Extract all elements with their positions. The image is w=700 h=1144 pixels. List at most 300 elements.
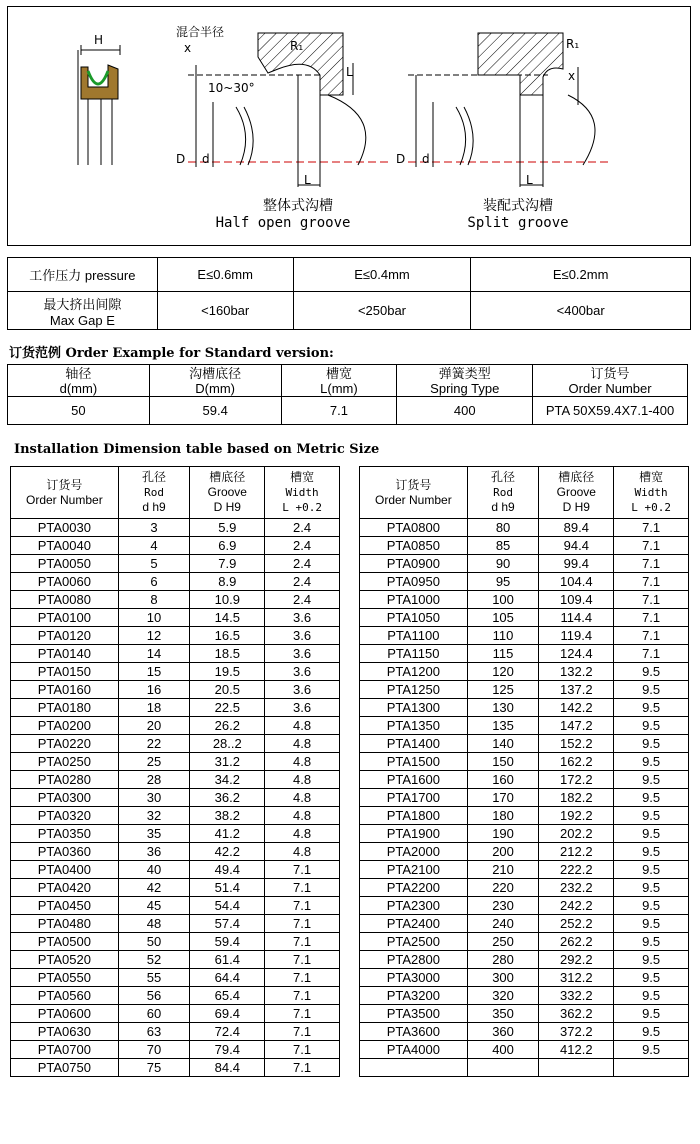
table-cell: 49.4 <box>190 861 265 879</box>
table-cell: PTA0350 <box>11 825 119 843</box>
header-cell: 弹簧类型 Spring Type <box>397 365 533 397</box>
table-cell: 140 <box>467 735 539 753</box>
table-cell: PTA3500 <box>360 1005 468 1023</box>
table-cell: 45 <box>118 897 190 915</box>
table-cell: 36.2 <box>190 789 265 807</box>
table-row <box>360 969 689 987</box>
table-cell: 65.4 <box>190 987 265 1005</box>
dimension-table-right <box>359 466 689 1077</box>
table-cell: 4.8 <box>265 717 340 735</box>
table-cell: PTA1350 <box>360 717 468 735</box>
table-cell: 52 <box>118 951 190 969</box>
installation-heading: Installation Dimension table based on Metric Size <box>14 442 380 457</box>
table-cell: 7.1 <box>614 609 689 627</box>
table-cell: PTA0900 <box>360 555 468 573</box>
table-cell: 132.2 <box>539 663 614 681</box>
table-row <box>11 609 340 627</box>
table-cell: 50 <box>118 933 190 951</box>
order-example-row <box>8 397 688 425</box>
table-cell: 4.8 <box>265 789 340 807</box>
table-cell: 9.5 <box>614 1005 689 1023</box>
table-cell: 190 <box>467 825 539 843</box>
table-cell: 120 <box>467 663 539 681</box>
table-cell <box>467 1059 539 1077</box>
table-row <box>360 897 689 915</box>
table-cell: PTA2300 <box>360 897 468 915</box>
table-cell: 232.2 <box>539 879 614 897</box>
table-row <box>11 987 340 1005</box>
table-cell: PTA0850 <box>360 537 468 555</box>
table-cell: 170 <box>467 789 539 807</box>
table-cell: 220 <box>467 879 539 897</box>
table-cell: 160 <box>467 771 539 789</box>
table-cell: 7.1 <box>265 933 340 951</box>
seal-profile <box>78 45 120 165</box>
table-cell: PTA0360 <box>11 843 119 861</box>
table-cell: PTA1900 <box>360 825 468 843</box>
table-cell: 7.1 <box>614 573 689 591</box>
table-cell: 9.5 <box>614 699 689 717</box>
x-label-split: x <box>568 69 576 83</box>
pressure-label: 工作压力 pressure <box>8 258 158 292</box>
table-cell: 150 <box>467 753 539 771</box>
table-cell: 3 <box>118 519 190 537</box>
table-row <box>360 573 689 591</box>
table-cell: 69.4 <box>190 1005 265 1023</box>
header-cell: 槽宽 L(mm) <box>281 365 397 397</box>
table-cell: 9.5 <box>614 807 689 825</box>
table-cell: 16.5 <box>190 627 265 645</box>
table-cell: 7.1 <box>265 1059 340 1077</box>
table-row <box>11 519 340 537</box>
table-row <box>360 681 689 699</box>
table-cell: 9.5 <box>614 663 689 681</box>
table-cell: 42.2 <box>190 843 265 861</box>
table-cell: 4.8 <box>265 843 340 861</box>
table-cell: E≤0.2mm <box>471 258 691 292</box>
table-row <box>11 1059 340 1077</box>
table-cell: 202.2 <box>539 825 614 843</box>
table-cell: PTA1800 <box>360 807 468 825</box>
table-cell <box>614 1059 689 1077</box>
table-cell: 9.5 <box>614 897 689 915</box>
table-cell: PTA 50X59.4X7.1-400 <box>533 397 688 425</box>
table-cell: E≤0.4mm <box>293 258 471 292</box>
table-cell: 109.4 <box>539 591 614 609</box>
table-cell: 9.5 <box>614 915 689 933</box>
groove-diagram <box>7 6 691 246</box>
header-cell: 沟槽底径 D(mm) <box>149 365 281 397</box>
table-cell: 89.4 <box>539 519 614 537</box>
table-cell: 6 <box>118 573 190 591</box>
table-row <box>360 555 689 573</box>
table-cell: 115 <box>467 645 539 663</box>
table-cell: 9.5 <box>614 735 689 753</box>
l-bottom-label: L <box>304 173 311 187</box>
table-cell: 412.2 <box>539 1041 614 1059</box>
table-cell: 31.2 <box>190 753 265 771</box>
table-cell: PTA2200 <box>360 879 468 897</box>
table-cell: PTA2500 <box>360 933 468 951</box>
table-row <box>11 681 340 699</box>
table-cell: 372.2 <box>539 1023 614 1041</box>
table-cell: 4 <box>118 537 190 555</box>
table-cell: 26.2 <box>190 717 265 735</box>
table-cell: 35 <box>118 825 190 843</box>
table-cell: 7.1 <box>265 969 340 987</box>
dimension-body-left <box>11 519 340 1077</box>
table-cell: PTA0750 <box>11 1059 119 1077</box>
table-cell: 114.4 <box>539 609 614 627</box>
order-example-heading: 订货范例 Order Example for Standard version: <box>9 346 334 361</box>
table-cell: PTA1300 <box>360 699 468 717</box>
table-cell: PTA3600 <box>360 1023 468 1041</box>
table-row <box>11 933 340 951</box>
table-cell: 262.2 <box>539 933 614 951</box>
table-cell: 10 <box>118 609 190 627</box>
table-cell: 162.2 <box>539 753 614 771</box>
table-cell: 7.1 <box>614 537 689 555</box>
table-cell: 50 <box>8 397 150 425</box>
table-cell: 9.5 <box>614 1041 689 1059</box>
table-cell: 3.6 <box>265 681 340 699</box>
table-cell: 14 <box>118 645 190 663</box>
table-row <box>360 879 689 897</box>
table-cell: 3.6 <box>265 663 340 681</box>
table-cell: PTA0180 <box>11 699 119 717</box>
table-cell: 182.2 <box>539 789 614 807</box>
table-cell: 119.4 <box>539 627 614 645</box>
table-cell: 104.4 <box>539 573 614 591</box>
table-cell: 7.1 <box>265 897 340 915</box>
angle-label: 10~30° <box>208 81 255 95</box>
table-cell: PTA0560 <box>11 987 119 1005</box>
table-cell: 172.2 <box>539 771 614 789</box>
table-row <box>11 753 340 771</box>
table-row <box>11 951 340 969</box>
table-row <box>360 519 689 537</box>
table-cell: 230 <box>467 897 539 915</box>
table-cell: <400bar <box>471 292 691 330</box>
table-cell: 312.2 <box>539 969 614 987</box>
table-cell: PTA0150 <box>11 663 119 681</box>
table-row <box>360 627 689 645</box>
table-cell: PTA0030 <box>11 519 119 537</box>
table-cell: 7.1 <box>265 915 340 933</box>
table-cell: 38.2 <box>190 807 265 825</box>
d-lower-label-split: d <box>422 152 430 166</box>
table-cell: 42 <box>118 879 190 897</box>
table-cell: 90 <box>467 555 539 573</box>
table-cell: 125 <box>467 681 539 699</box>
table-cell: 142.2 <box>539 699 614 717</box>
table-row <box>360 699 689 717</box>
table-cell: 3.6 <box>265 645 340 663</box>
table-row <box>11 897 340 915</box>
d-upper-label: D <box>176 152 186 166</box>
gap-row <box>8 292 691 330</box>
table-cell: 7.1 <box>265 1005 340 1023</box>
table-cell: <250bar <box>293 292 471 330</box>
table-cell: 9.5 <box>614 771 689 789</box>
table-row <box>11 699 340 717</box>
table-cell: PTA2100 <box>360 861 468 879</box>
table-cell: 59.4 <box>190 933 265 951</box>
table-cell: PTA0800 <box>360 519 468 537</box>
table-cell: 4.8 <box>265 735 340 753</box>
mix-radius-label: 混合半径 <box>176 25 225 39</box>
table-cell: 192.2 <box>539 807 614 825</box>
half-groove-caption-en: Half open groove <box>215 215 351 231</box>
table-cell: 10.9 <box>190 591 265 609</box>
table-cell: 240 <box>467 915 539 933</box>
table-cell: PTA1000 <box>360 591 468 609</box>
table-cell: PTA2400 <box>360 915 468 933</box>
table-row <box>11 645 340 663</box>
table-cell: PTA1050 <box>360 609 468 627</box>
table-row <box>11 807 340 825</box>
table-cell: PTA1200 <box>360 663 468 681</box>
table-cell: 3.6 <box>265 699 340 717</box>
table-cell: 61.4 <box>190 951 265 969</box>
half-groove-drawing <box>188 33 388 187</box>
d-lower-label: d <box>202 152 210 166</box>
table-row <box>360 789 689 807</box>
dimension-header <box>11 467 340 519</box>
order-example-table <box>7 364 688 425</box>
table-cell: 5 <box>118 555 190 573</box>
header-rod: 孔径 Rod d h9 <box>118 467 190 519</box>
table-cell: 400 <box>467 1041 539 1059</box>
gap-label-cn: 最大挤出间隙 <box>43 296 122 312</box>
table-row <box>360 717 689 735</box>
table-cell: 152.2 <box>539 735 614 753</box>
table-cell: 54.4 <box>190 897 265 915</box>
table-cell: PTA2800 <box>360 951 468 969</box>
l-vertical-label: L <box>346 65 353 79</box>
table-cell: PTA0050 <box>11 555 119 573</box>
header-cell: 订货号 Order Number <box>533 365 688 397</box>
table-cell: 28 <box>118 771 190 789</box>
header-groove: 槽底径 Groove D H9 <box>539 467 614 519</box>
table-cell: PTA0500 <box>11 933 119 951</box>
table-cell: 6.9 <box>190 537 265 555</box>
table-cell: 9.5 <box>614 987 689 1005</box>
table-cell: PTA0550 <box>11 969 119 987</box>
table-cell: PTA0060 <box>11 573 119 591</box>
table-cell: 7.1 <box>614 519 689 537</box>
table-cell: 16 <box>118 681 190 699</box>
header-groove: 槽底径 Groove D H9 <box>190 467 265 519</box>
table-row <box>360 807 689 825</box>
table-row <box>11 1005 340 1023</box>
gap-label-en: Max Gap E <box>49 312 115 328</box>
table-row <box>360 771 689 789</box>
table-row <box>11 879 340 897</box>
split-groove-drawing <box>408 33 608 187</box>
table-cell: 99.4 <box>539 555 614 573</box>
table-cell: PTA0300 <box>11 789 119 807</box>
table-cell: 4.8 <box>265 825 340 843</box>
table-cell: 94.4 <box>539 537 614 555</box>
table-cell: 12 <box>118 627 190 645</box>
table-cell: 22.5 <box>190 699 265 717</box>
table-cell: <160bar <box>157 292 293 330</box>
table-cell: 25 <box>118 753 190 771</box>
table-cell: PTA2000 <box>360 843 468 861</box>
table-row <box>11 555 340 573</box>
pressure-gap-table <box>7 257 691 330</box>
dimension-header <box>360 467 689 519</box>
table-cell: PTA0400 <box>11 861 119 879</box>
table-cell: 124.4 <box>539 645 614 663</box>
table-cell: 135 <box>467 717 539 735</box>
x-label: x <box>184 41 192 55</box>
table-row <box>11 969 340 987</box>
table-row <box>360 825 689 843</box>
table-cell: 7.1 <box>265 1041 340 1059</box>
d-upper-label-split: D <box>396 152 406 166</box>
l-bottom-label-split: L <box>526 173 533 187</box>
table-cell: 56 <box>118 987 190 1005</box>
table-row <box>11 1023 340 1041</box>
table-row <box>360 591 689 609</box>
table-cell: PTA1400 <box>360 735 468 753</box>
header-order: 订货号 Order Number <box>11 467 119 519</box>
table-row <box>11 861 340 879</box>
table-cell: 8 <box>118 591 190 609</box>
table-cell: 2.4 <box>265 537 340 555</box>
table-cell: PTA1250 <box>360 681 468 699</box>
table-cell: PTA4000 <box>360 1041 468 1059</box>
table-cell: PTA0630 <box>11 1023 119 1041</box>
table-cell: 400 <box>397 397 533 425</box>
table-cell: 48 <box>118 915 190 933</box>
table-row <box>360 609 689 627</box>
table-cell: PTA0280 <box>11 771 119 789</box>
table-cell: PTA1150 <box>360 645 468 663</box>
table-cell: 362.2 <box>539 1005 614 1023</box>
table-cell: 137.2 <box>539 681 614 699</box>
table-row <box>360 1059 689 1077</box>
table-row <box>360 663 689 681</box>
table-row <box>360 915 689 933</box>
table-cell: 7.1 <box>281 397 397 425</box>
table-cell: 9.5 <box>614 1023 689 1041</box>
table-cell: 19.5 <box>190 663 265 681</box>
table-cell: PTA1500 <box>360 753 468 771</box>
table-row <box>360 1041 689 1059</box>
table-cell: 292.2 <box>539 951 614 969</box>
table-cell: 280 <box>467 951 539 969</box>
table-cell: PTA3200 <box>360 987 468 1005</box>
table-cell: 9.5 <box>614 969 689 987</box>
table-cell: 210 <box>467 861 539 879</box>
h-label: H <box>94 33 104 47</box>
table-cell: PTA3000 <box>360 969 468 987</box>
table-row <box>11 627 340 645</box>
table-cell: 9.5 <box>614 789 689 807</box>
table-cell: 7.1 <box>614 555 689 573</box>
table-cell: PTA0040 <box>11 537 119 555</box>
table-cell: 60 <box>118 1005 190 1023</box>
table-row <box>11 717 340 735</box>
table-cell: 28..2 <box>190 735 265 753</box>
table-row <box>11 1041 340 1059</box>
table-cell: 2.4 <box>265 555 340 573</box>
table-cell: 2.4 <box>265 519 340 537</box>
table-cell: 100 <box>467 591 539 609</box>
table-cell: 7.1 <box>265 879 340 897</box>
table-cell: 222.2 <box>539 861 614 879</box>
table-cell: 7.1 <box>614 627 689 645</box>
table-cell: PTA0320 <box>11 807 119 825</box>
table-cell: E≤0.6mm <box>157 258 293 292</box>
table-cell: 300 <box>467 969 539 987</box>
table-cell: 252.2 <box>539 915 614 933</box>
table-cell: 57.4 <box>190 915 265 933</box>
table-row <box>360 951 689 969</box>
table-cell: PTA0950 <box>360 573 468 591</box>
table-cell: 64.4 <box>190 969 265 987</box>
table-cell: 59.4 <box>149 397 281 425</box>
table-cell: 95 <box>467 573 539 591</box>
pressure-row <box>8 258 691 292</box>
table-cell: 8.9 <box>190 573 265 591</box>
table-cell: 63 <box>118 1023 190 1041</box>
table-row <box>360 987 689 1005</box>
table-cell: 9.5 <box>614 861 689 879</box>
table-cell: PTA1100 <box>360 627 468 645</box>
table-row <box>360 645 689 663</box>
table-cell: 18.5 <box>190 645 265 663</box>
table-cell: 20 <box>118 717 190 735</box>
header-width: 槽宽 Width L +0.2 <box>614 467 689 519</box>
gap-label <box>8 292 158 330</box>
table-cell: 15 <box>118 663 190 681</box>
table-cell: PTA0080 <box>11 591 119 609</box>
table-cell: 7.1 <box>614 591 689 609</box>
header-cell: 轴径 d(mm) <box>8 365 150 397</box>
table-row <box>11 771 340 789</box>
table-cell: PTA0700 <box>11 1041 119 1059</box>
table-row <box>360 753 689 771</box>
header-order: 订货号 Order Number <box>360 467 468 519</box>
table-row <box>11 591 340 609</box>
table-cell: 7.1 <box>614 645 689 663</box>
split-groove-caption-en: Split groove <box>467 215 569 231</box>
table-cell: PTA0160 <box>11 681 119 699</box>
table-cell: 320 <box>467 987 539 1005</box>
table-row <box>360 537 689 555</box>
table-cell: 75 <box>118 1059 190 1077</box>
table-cell: 9.5 <box>614 879 689 897</box>
table-cell: 4.8 <box>265 807 340 825</box>
header-width: 槽宽 Width L +0.2 <box>265 467 340 519</box>
table-row <box>360 735 689 753</box>
table-row <box>360 933 689 951</box>
table-cell: PTA0250 <box>11 753 119 771</box>
table-cell: 3.6 <box>265 627 340 645</box>
table-row <box>11 825 340 843</box>
table-cell: PTA0520 <box>11 951 119 969</box>
table-cell: 180 <box>467 807 539 825</box>
table-cell: 30 <box>118 789 190 807</box>
table-row <box>11 843 340 861</box>
table-cell: 147.2 <box>539 717 614 735</box>
table-cell: 360 <box>467 1023 539 1041</box>
table-cell: 34.2 <box>190 771 265 789</box>
